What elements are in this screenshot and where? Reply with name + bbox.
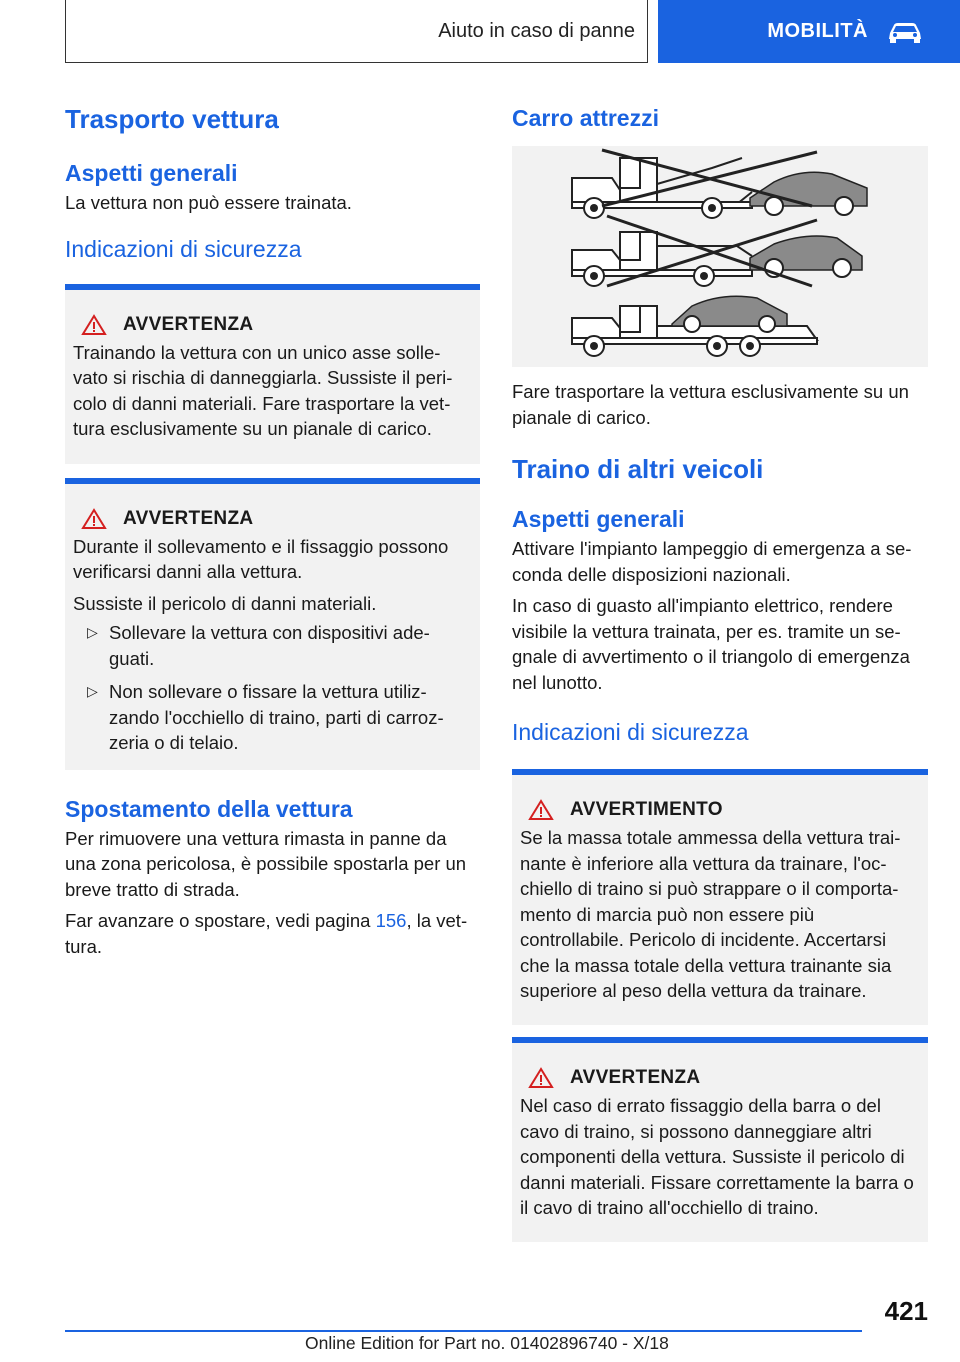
warning-box-4 (512, 1037, 928, 1242)
subsection-general: Aspetti generali (65, 160, 238, 186)
page-number: 421 (884, 1296, 928, 1326)
right-column (512, 100, 928, 1242)
warning-triangle-icon (528, 1067, 554, 1089)
left-column (65, 100, 480, 959)
warning-title: AVVERTENZA (570, 1067, 701, 1088)
subsection-general-right: Aspetti generali (512, 506, 685, 532)
general-text: La vettura non può essere trainata. (65, 192, 352, 213)
warning-text: Trainando la vettura con un unico asse solle-vato si rischia di danneggiarla. Sussiste il peri-colo di danni materiali. Fare trasportare la vet-tura esclusivamente su un pianale di carico. (73, 341, 453, 439)
tow-truck-illustration (512, 146, 928, 367)
warning-text: Se la massa totale ammessa della vettura trai-nante è inferiore alla vettura da trainare, l'oc-chiello di traino si può strappare o il comporta-mento di marcia può non essere più controllabile. Pericolo di incidente. Accertarsi che la massa totale della vettura trainante sia superiore al peso della vettura da trainare. (520, 827, 901, 1001)
section-title-transport: Trasporto vettura (65, 104, 279, 134)
tow-caption: Fare trasportare la vettura esclusivamente su un pianale di carico. (512, 381, 909, 428)
tow-truck-row-1 (572, 150, 867, 218)
warning-text: Sussiste il pericolo di danni materiali. (73, 592, 377, 614)
warning-header (81, 508, 472, 530)
tow-truck-row-3 (572, 296, 817, 356)
list-item (87, 679, 472, 756)
warning-box-3 (512, 769, 928, 1025)
bullet-triangle-icon: ▷ (87, 683, 98, 699)
warning-text: Nel caso di errato fissaggio della barra o del cavo di traino, si possono danneggiare altri componenti della vettura. Sussiste il pericolo di danni materiali. Fissare correttamente la barra o il cavo di traino all'occhiello di traino. (520, 1095, 914, 1218)
subsection-safety: Indicazioni di sicurezza (65, 235, 302, 262)
list-item (87, 620, 472, 671)
header-title: Aiuto in caso di panne (438, 19, 635, 42)
warning-header (528, 799, 920, 821)
edition-text: Online Edition for Part no. 01402896740 - X/18 (305, 1333, 669, 1353)
warning-box-2 (65, 478, 480, 770)
list-item-text: Sollevare la vettura con dispositivi ade-guati. (109, 622, 430, 669)
page-link[interactable]: 156 (375, 910, 407, 931)
warning-title: AVVERTENZA (123, 507, 254, 529)
footer-divider (65, 1330, 862, 1332)
warning-box-1 (65, 284, 480, 464)
warning-title: AVVERTIMENTO (570, 799, 723, 820)
warning-text: Durante il sollevamento e il fissaggio possono verificarsi danni alla vettura. (73, 535, 449, 582)
warning-triangle-icon (81, 508, 107, 530)
subsection-moving: Spostamento della vettura (65, 795, 353, 822)
moving-text: Per rimuovere una vettura rimasta in panne da una zona pericolosa, è possibile spostarla per un breve tratto di strada. (65, 827, 467, 900)
warning-header (81, 314, 472, 336)
reference-text: , la vet-tura. (65, 910, 468, 957)
moving-reference (65, 908, 480, 959)
tow-truck-drawing (512, 146, 928, 367)
warning-title: AVVERTENZA (123, 313, 254, 335)
subsection-tow-truck: Carro attrezzi (512, 105, 659, 131)
warning-header (528, 1067, 920, 1089)
list-item-text: Non sollevare o fissare la vettura utiliz-zando l'occhiello di traino, parti di carroz-zeria o di telaio. (109, 681, 444, 753)
subsection-safety-right: Indicazioni di sicurezza (512, 719, 749, 745)
general-text-right-1: Attivare l'impianto lampeggio di emergenza a se-conda delle disposizioni nazionali. (512, 538, 912, 585)
header-tab[interactable] (658, 0, 960, 63)
bullet-triangle-icon: ▷ (87, 624, 98, 640)
section-title-towing: Traino di altri veicoli (512, 454, 764, 484)
car-icon (886, 19, 924, 45)
general-text-right-2: In caso di guasto all'impianto elettrico, rendere visibile la vettura trainata, per es. tramite un se-gnale di avvertimento o il triangolo di emergenza nel lunotto. (512, 595, 910, 693)
warning-triangle-icon (81, 314, 107, 336)
reference-text: Far avanzare o spostare, vedi pagina (65, 910, 376, 931)
header-box (65, 0, 648, 63)
tow-truck-row-2 (572, 216, 862, 286)
header-tab-label: MOBILITÀ (767, 20, 868, 42)
warning-triangle-icon (528, 799, 554, 821)
